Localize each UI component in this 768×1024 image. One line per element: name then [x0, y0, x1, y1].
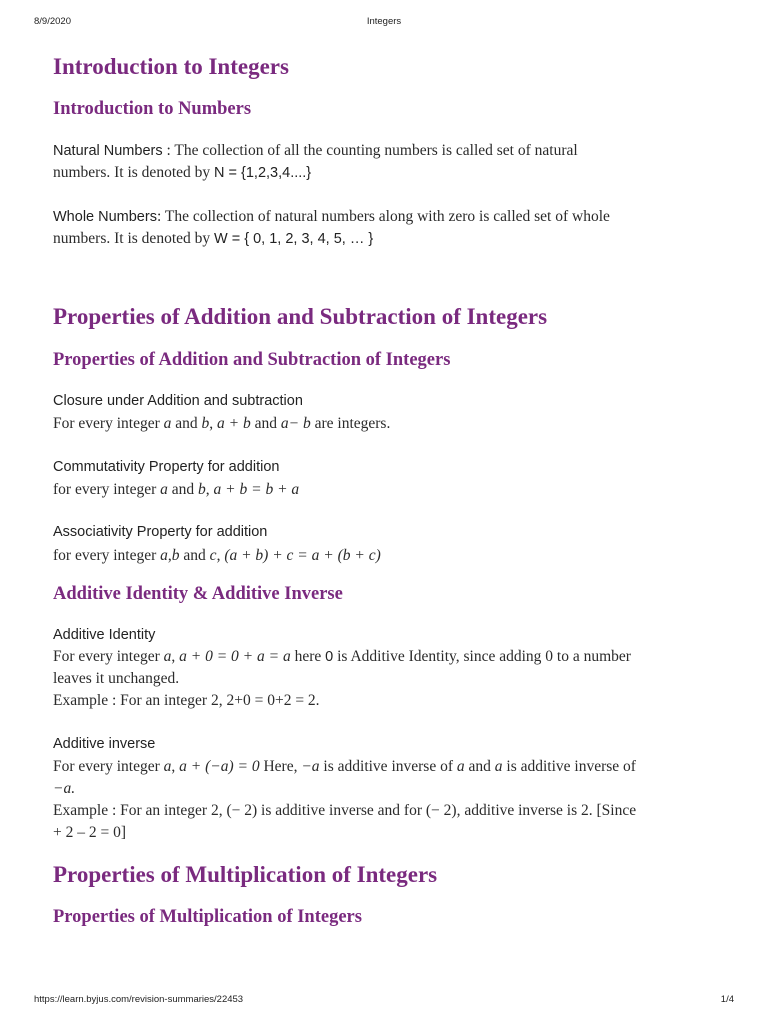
- section-subtitle-identity-inverse: Additive Identity & Additive Inverse: [53, 584, 343, 604]
- page-title: Introduction to Integers: [53, 54, 289, 79]
- natural-numbers-line2: numbers. It is denoted by N = {1,2,3,4....}: [53, 164, 312, 181]
- additive-identity-line2: leaves it unchanged.: [53, 670, 180, 687]
- page-number: 1/4: [720, 994, 734, 1005]
- print-date: 8/9/2020: [34, 16, 71, 27]
- page-url[interactable]: https://learn.byjus.com/revision-summaries/22453: [34, 994, 244, 1005]
- whole-numbers-set: W = { 0, 1, 2, 3, 4, 5, … }: [214, 231, 374, 247]
- additive-inverse-line1: For every integer a, a + (−a) = 0 Here, −a is additive inverse of a and a is additive inverse of: [53, 758, 636, 775]
- commutativity-line: for every integer a and b, a + b = b + a: [53, 481, 300, 498]
- additive-inverse-line2: −a.: [53, 780, 76, 797]
- whole-numbers-line2: numbers. It is denoted by W = { 0, 1, 2, 3, 4, 5, … }: [53, 230, 374, 247]
- associativity-label: Associativity Property for addition: [53, 524, 268, 540]
- commutativity-label: Commutativity Property for addition: [53, 459, 280, 475]
- natural-numbers-line1: Natural Numbers : The collection of all the counting numbers is called set of natural: [53, 142, 578, 159]
- section-subtitle-multiplication: Properties of Multiplication of Integers: [53, 907, 362, 927]
- section-title-addition-subtraction: Properties of Addition and Subtraction of Integers: [53, 304, 548, 329]
- additive-identity-example: Example : For an integer 2, 2+0 = 0+2 = 2.: [53, 692, 320, 709]
- additive-inverse-example-line2: + 2 – 2 = 0]: [53, 824, 127, 841]
- section-subtitle-numbers: Introduction to Numbers: [53, 99, 252, 119]
- natural-numbers-term: Natural Numbers: [53, 143, 163, 159]
- section-title-multiplication: Properties of Multiplication of Integers: [53, 862, 438, 887]
- closure-label: Closure under Addition and subtraction: [53, 393, 303, 409]
- whole-numbers-line1: Whole Numbers: The collection of natural numbers along with zero is called set of whole: [53, 208, 610, 225]
- closure-line: For every integer a and b, a + b and a− b are integers.: [53, 415, 391, 432]
- additive-inverse-example-line1: Example : For an integer 2, (− 2) is additive inverse and for (− 2), additive inverse is 2. [Since: [53, 802, 637, 819]
- associativity-line: for every integer a,b and c, (a + b) + c = a + (b + c): [53, 547, 381, 564]
- additive-identity-label: Additive Identity: [53, 627, 156, 643]
- additive-inverse-label: Additive inverse: [53, 736, 156, 752]
- whole-numbers-term: Whole Numbers: [53, 209, 157, 225]
- section-subtitle-addition-subtraction: Properties of Addition and Subtraction of Integers: [53, 350, 451, 370]
- additive-identity-line1: For every integer a, a + 0 = 0 + a = a here 0 is Additive Identity, since adding 0 to a number: [53, 648, 631, 665]
- print-title: Integers: [366, 16, 402, 27]
- natural-numbers-set: N = {1,2,3,4....}: [214, 165, 312, 181]
